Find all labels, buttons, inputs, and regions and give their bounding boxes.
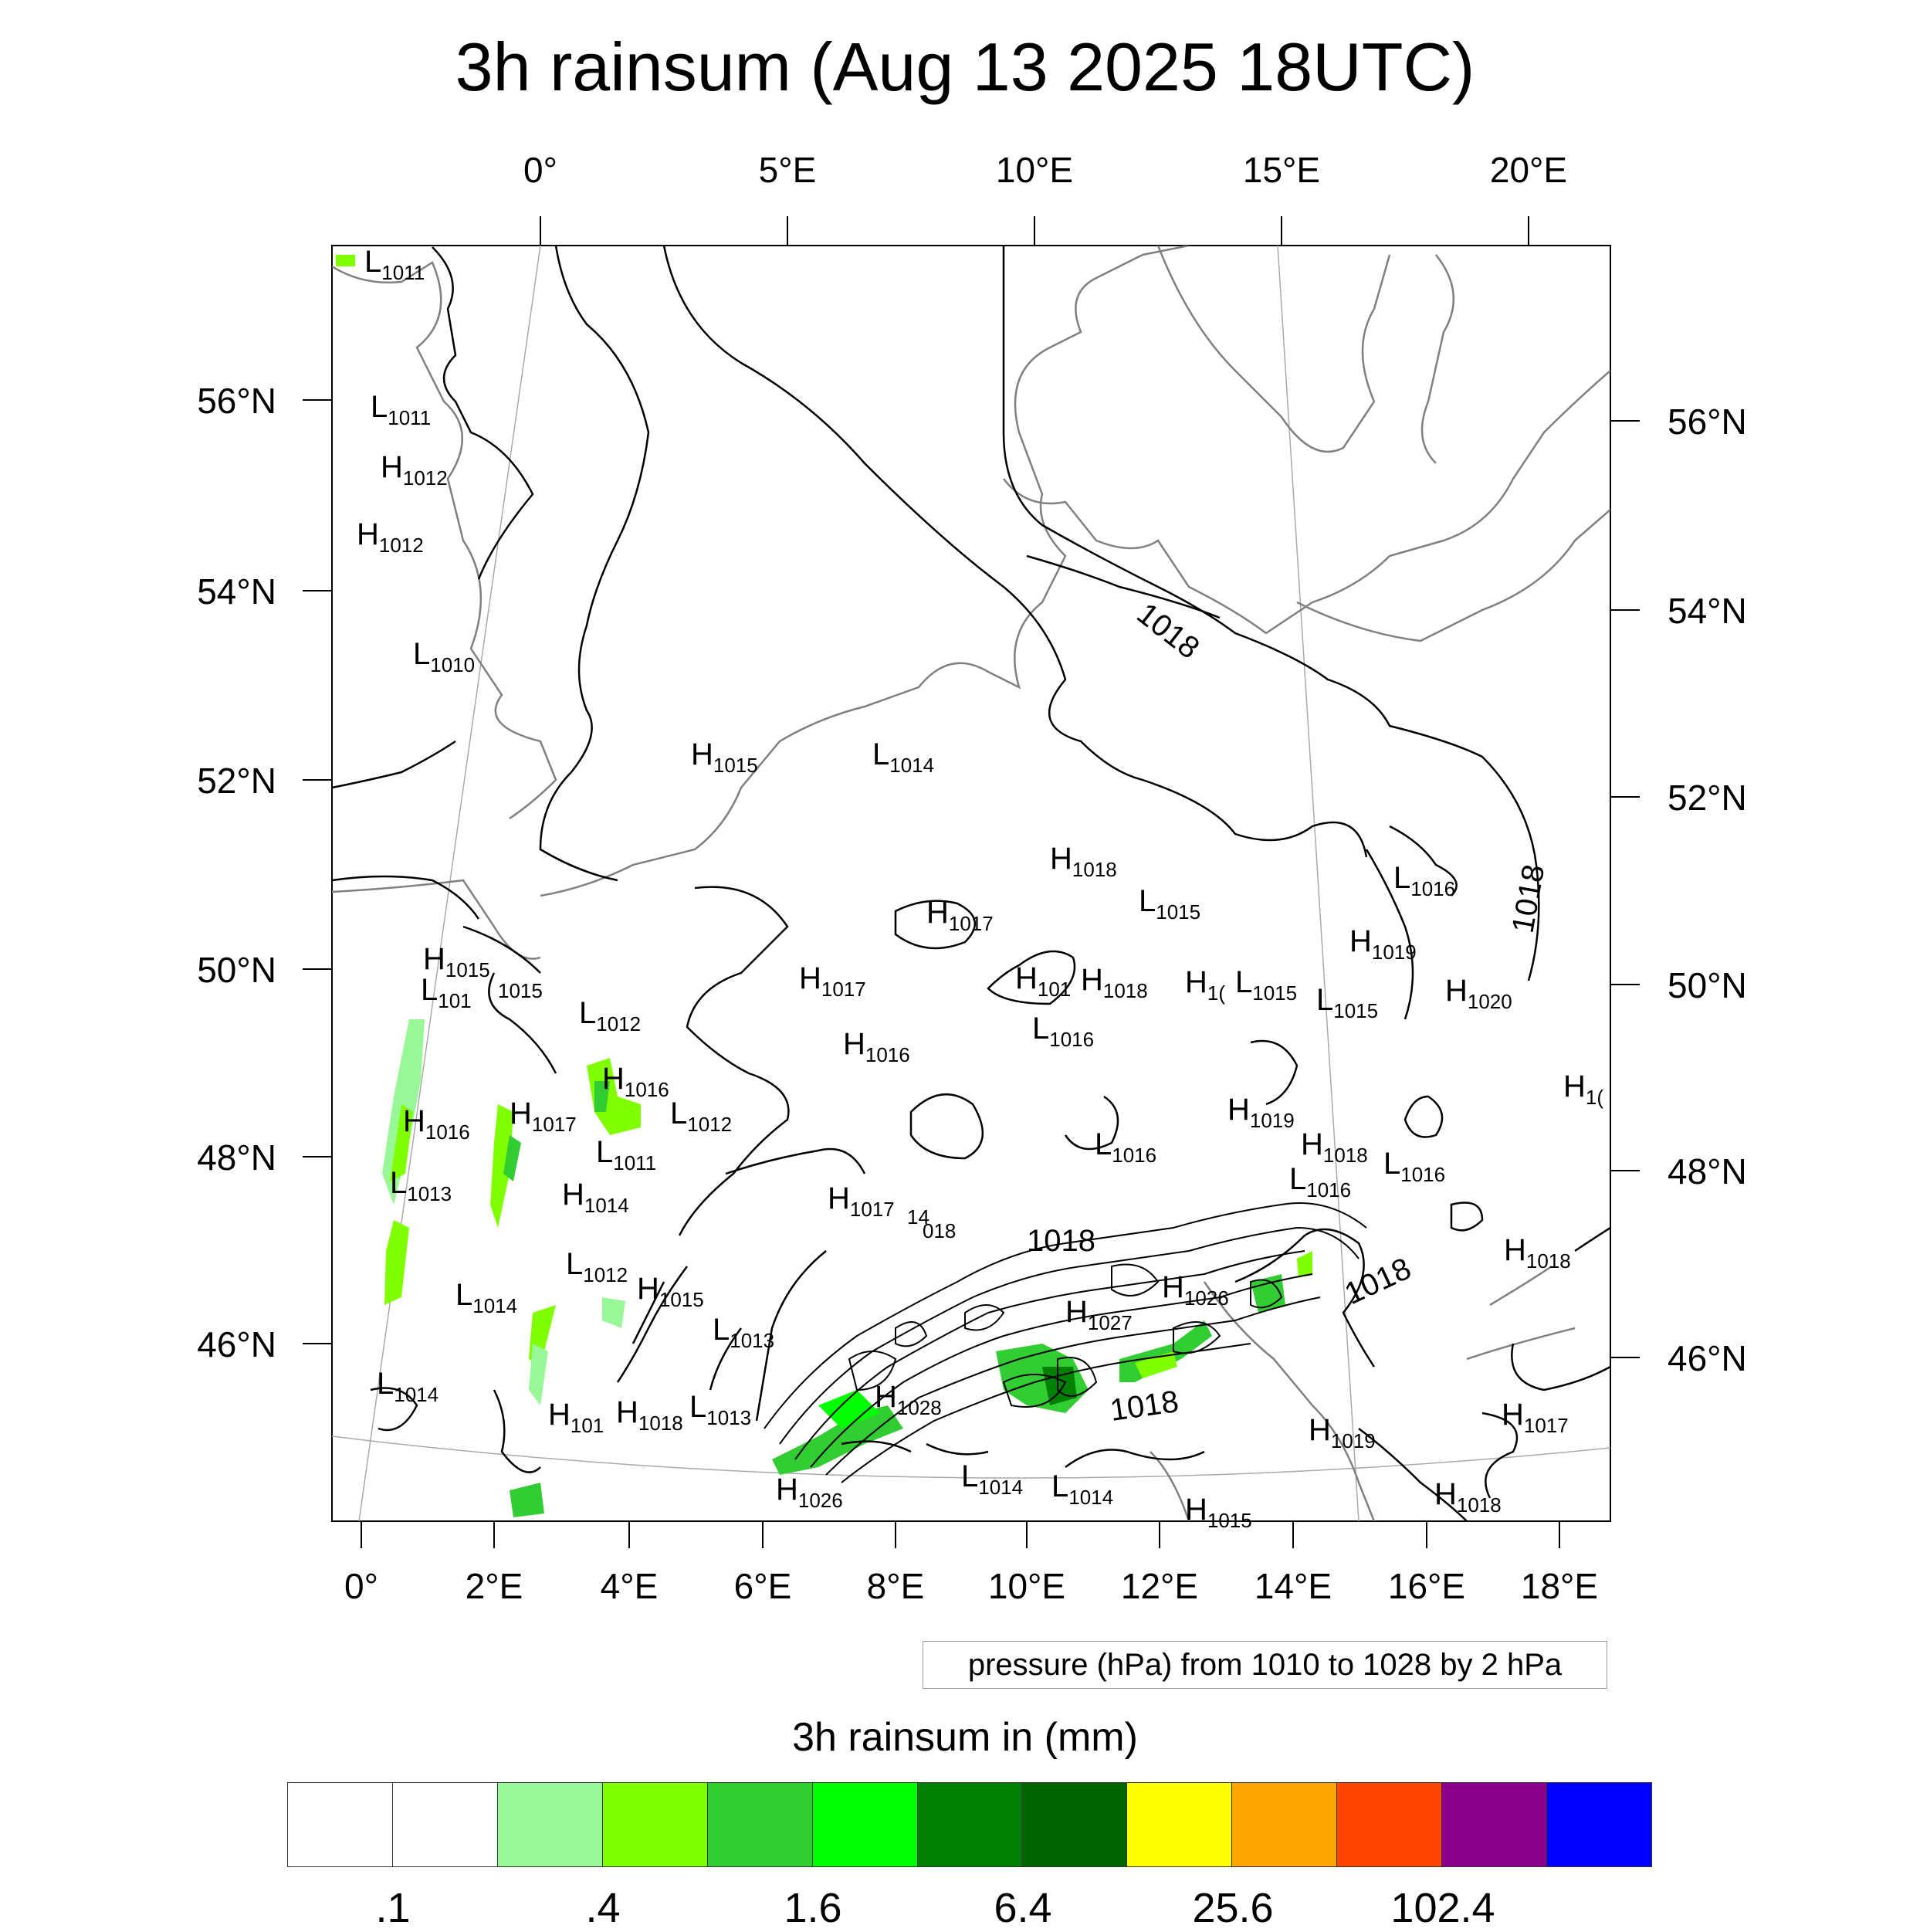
colorbar bbox=[287, 1782, 1652, 1867]
pressure-center: $L_{1015}$ bbox=[1139, 884, 1201, 924]
top-lon-label: 0° bbox=[523, 150, 557, 190]
pressure-center: $H_{101}$ bbox=[1015, 961, 1072, 1001]
pressure-center: $L_{1014}$ bbox=[455, 1278, 518, 1317]
pressure-center: $L_{1012}$ bbox=[566, 1247, 628, 1286]
colorbar-box bbox=[603, 1783, 708, 1866]
pressure-center: $L_{1015}$ bbox=[1235, 965, 1298, 1005]
top-longitude-labels bbox=[523, 150, 1567, 190]
colorbar-label: .1 bbox=[375, 1885, 411, 1931]
pressure-center: $H_{1014}$ bbox=[562, 1178, 629, 1217]
pressure-center: $H_{1016}$ bbox=[602, 1062, 669, 1101]
left-latitude-labels bbox=[197, 381, 276, 1364]
bottom-lon-label: 8°E bbox=[866, 1566, 925, 1606]
pressure-center: $L_{1012}$ bbox=[670, 1096, 733, 1136]
pressure-center: $H_{1012}$ bbox=[357, 517, 424, 557]
left-lat-label: 46°N bbox=[197, 1324, 276, 1364]
pressure-center: $L_{1013}$ bbox=[713, 1313, 775, 1352]
pressure-center: $H_{1018}$ bbox=[616, 1395, 683, 1435]
pressure-center: $H_{1018}$ bbox=[1434, 1477, 1502, 1517]
contour-label: 1018 bbox=[1108, 1384, 1181, 1428]
pressure-center: 018 bbox=[923, 1219, 957, 1242]
pressure-center: $H_{1015}$ bbox=[691, 737, 758, 777]
colorbar-title: 3h rainsum in (mm) bbox=[792, 1715, 1138, 1760]
pressure-center: $H_{1028}$ bbox=[875, 1380, 942, 1419]
colorbar-box bbox=[1232, 1783, 1337, 1866]
colorbar-box bbox=[813, 1783, 918, 1866]
pressure-center: $H_{1(}$ bbox=[1563, 1069, 1604, 1109]
pressure-center: 1015 bbox=[498, 979, 543, 1002]
pressure-center: $L_{1015}$ bbox=[1316, 983, 1379, 1022]
pressure-center: $H_{101}$ bbox=[548, 1398, 604, 1437]
pressure-center: $H_{1019}$ bbox=[1309, 1413, 1376, 1452]
contour-label: 1018 bbox=[1505, 862, 1552, 936]
bottom-lon-label: 16°E bbox=[1387, 1566, 1466, 1606]
colorbar-box bbox=[288, 1783, 393, 1866]
pressure-center: $H_{1026}$ bbox=[776, 1473, 843, 1512]
pressure-center: $L_{1014}$ bbox=[872, 737, 935, 777]
pressure-center: $H_{1017}$ bbox=[828, 1181, 895, 1221]
left-lat-label: 56°N bbox=[197, 381, 276, 421]
map-title: 3h rainsum (Aug 13 2025 18UTC) bbox=[455, 29, 1475, 105]
pressure-center: 14 bbox=[907, 1205, 929, 1229]
pressure-center: $H_{1018}$ bbox=[1301, 1127, 1368, 1167]
colorbar-label: .4 bbox=[585, 1885, 621, 1931]
right-lat-label: 48°N bbox=[1668, 1151, 1747, 1191]
pressure-center: $H_{1015}$ bbox=[637, 1272, 704, 1311]
bottom-lon-label: 12°E bbox=[1120, 1566, 1199, 1606]
left-lat-label: 50°N bbox=[197, 950, 276, 990]
bottom-lon-label: 0° bbox=[344, 1566, 378, 1606]
pressure-center: $L_{1011}$ bbox=[364, 245, 425, 284]
pressure-center: $H_{1017}$ bbox=[926, 896, 994, 935]
pressure-center: $H_{1018}$ bbox=[1504, 1233, 1571, 1273]
left-lat-label: 54°N bbox=[197, 571, 276, 612]
pressure-center: $L_{1016}$ bbox=[1289, 1162, 1352, 1202]
bottom-lon-label: 18°E bbox=[1520, 1566, 1599, 1606]
contour-label: 1018 bbox=[1027, 1224, 1095, 1258]
pressure-center: $L_{1011}$ bbox=[596, 1135, 657, 1174]
top-lon-label: 15°E bbox=[1242, 150, 1321, 190]
bottom-lon-label: 14°E bbox=[1254, 1566, 1332, 1606]
pressure-center: $H_{1027}$ bbox=[1065, 1295, 1133, 1334]
pressure-center: $L_{1012}$ bbox=[579, 996, 642, 1035]
pressure-info-box: pressure (hPa) from 1010 to 1028 by 2 hPa bbox=[923, 1641, 1607, 1689]
contour-label: 1018 bbox=[1130, 596, 1206, 666]
bottom-longitude-labels bbox=[344, 1566, 1598, 1606]
pressure-center: $H_{1016}$ bbox=[403, 1104, 470, 1144]
pressure-center: $H_{1016}$ bbox=[843, 1027, 910, 1066]
colorbar-box bbox=[1547, 1783, 1651, 1866]
bottom-lon-label: 4°E bbox=[600, 1566, 659, 1606]
contour-label: 1018 bbox=[1339, 1251, 1417, 1312]
top-lon-label: 5°E bbox=[758, 150, 817, 190]
right-lat-label: 50°N bbox=[1668, 965, 1747, 1005]
bottom-lon-label: 10°E bbox=[987, 1566, 1066, 1606]
bottom-lon-label: 2°E bbox=[465, 1566, 523, 1606]
pressure-center: $H_{1017}$ bbox=[1502, 1398, 1569, 1437]
pressure-center: $L_{1016}$ bbox=[1393, 861, 1456, 900]
right-lat-label: 46°N bbox=[1668, 1338, 1747, 1378]
top-lon-label: 10°E bbox=[995, 150, 1074, 190]
pressure-center: $H_{1020}$ bbox=[1445, 974, 1512, 1013]
colorbar-box bbox=[1337, 1783, 1442, 1866]
pressure-center: $H_{1019}$ bbox=[1349, 924, 1417, 964]
colorbar-box bbox=[393, 1783, 498, 1866]
pressure-center: $L_{1016}$ bbox=[1095, 1127, 1157, 1167]
colorbar-label: 25.6 bbox=[1192, 1885, 1274, 1931]
colorbar-box bbox=[1127, 1783, 1232, 1866]
colorbar-label: 6.4 bbox=[994, 1885, 1052, 1931]
pressure-center: $H_{1012}$ bbox=[381, 450, 448, 490]
right-lat-label: 54°N bbox=[1668, 591, 1747, 631]
colorbar-box bbox=[918, 1783, 1023, 1866]
pressure-center: $H_{1017}$ bbox=[510, 1096, 577, 1136]
right-lat-label: 52°N bbox=[1668, 778, 1747, 818]
pressure-center: $L_{1013}$ bbox=[390, 1166, 452, 1205]
pressure-center: $H_{1019}$ bbox=[1227, 1093, 1295, 1132]
colorbar-label: 1.6 bbox=[784, 1885, 842, 1931]
pressure-center: $H_{1015}$ bbox=[423, 942, 490, 981]
left-lat-label: 48°N bbox=[197, 1137, 276, 1178]
bottom-lon-label: 6°E bbox=[733, 1566, 792, 1606]
top-lon-label: 20°E bbox=[1489, 150, 1568, 190]
colorbar-label: 102.4 bbox=[1390, 1885, 1495, 1931]
colorbar-box bbox=[708, 1783, 813, 1866]
pressure-center: $H_{1017}$ bbox=[799, 961, 866, 1001]
pressure-center: $L_{1016}$ bbox=[1032, 1012, 1095, 1051]
pressure-center: $L_{101}$ bbox=[421, 973, 472, 1012]
pressure-center: $L_{1014}$ bbox=[377, 1367, 439, 1406]
pressure-center: $H_{1(}$ bbox=[1185, 965, 1226, 1005]
colorbar-box bbox=[1442, 1783, 1547, 1866]
pressure-center: $L_{1010}$ bbox=[413, 637, 476, 676]
colorbar-box bbox=[1022, 1783, 1127, 1866]
left-lat-label: 52°N bbox=[197, 761, 276, 801]
pressure-center: $L_{1016}$ bbox=[1383, 1147, 1446, 1186]
pressure-center: $L_{1014}$ bbox=[961, 1459, 1024, 1499]
pressure-center: $L_{1013}$ bbox=[689, 1390, 752, 1429]
pressure-center: $H_{1015}$ bbox=[1185, 1493, 1252, 1532]
pressure-center: $H_{1018}$ bbox=[1081, 963, 1148, 1002]
pressure-center: $H_{1018}$ bbox=[1050, 842, 1117, 881]
pressure-center: $L_{1014}$ bbox=[1051, 1469, 1114, 1509]
right-latitude-labels bbox=[1668, 402, 1747, 1378]
pressure-center: $H_{1026}$ bbox=[1162, 1270, 1229, 1310]
colorbar-box bbox=[498, 1783, 603, 1866]
right-lat-label: 56°N bbox=[1668, 402, 1747, 442]
pressure-center: $L_{1011}$ bbox=[371, 390, 432, 429]
